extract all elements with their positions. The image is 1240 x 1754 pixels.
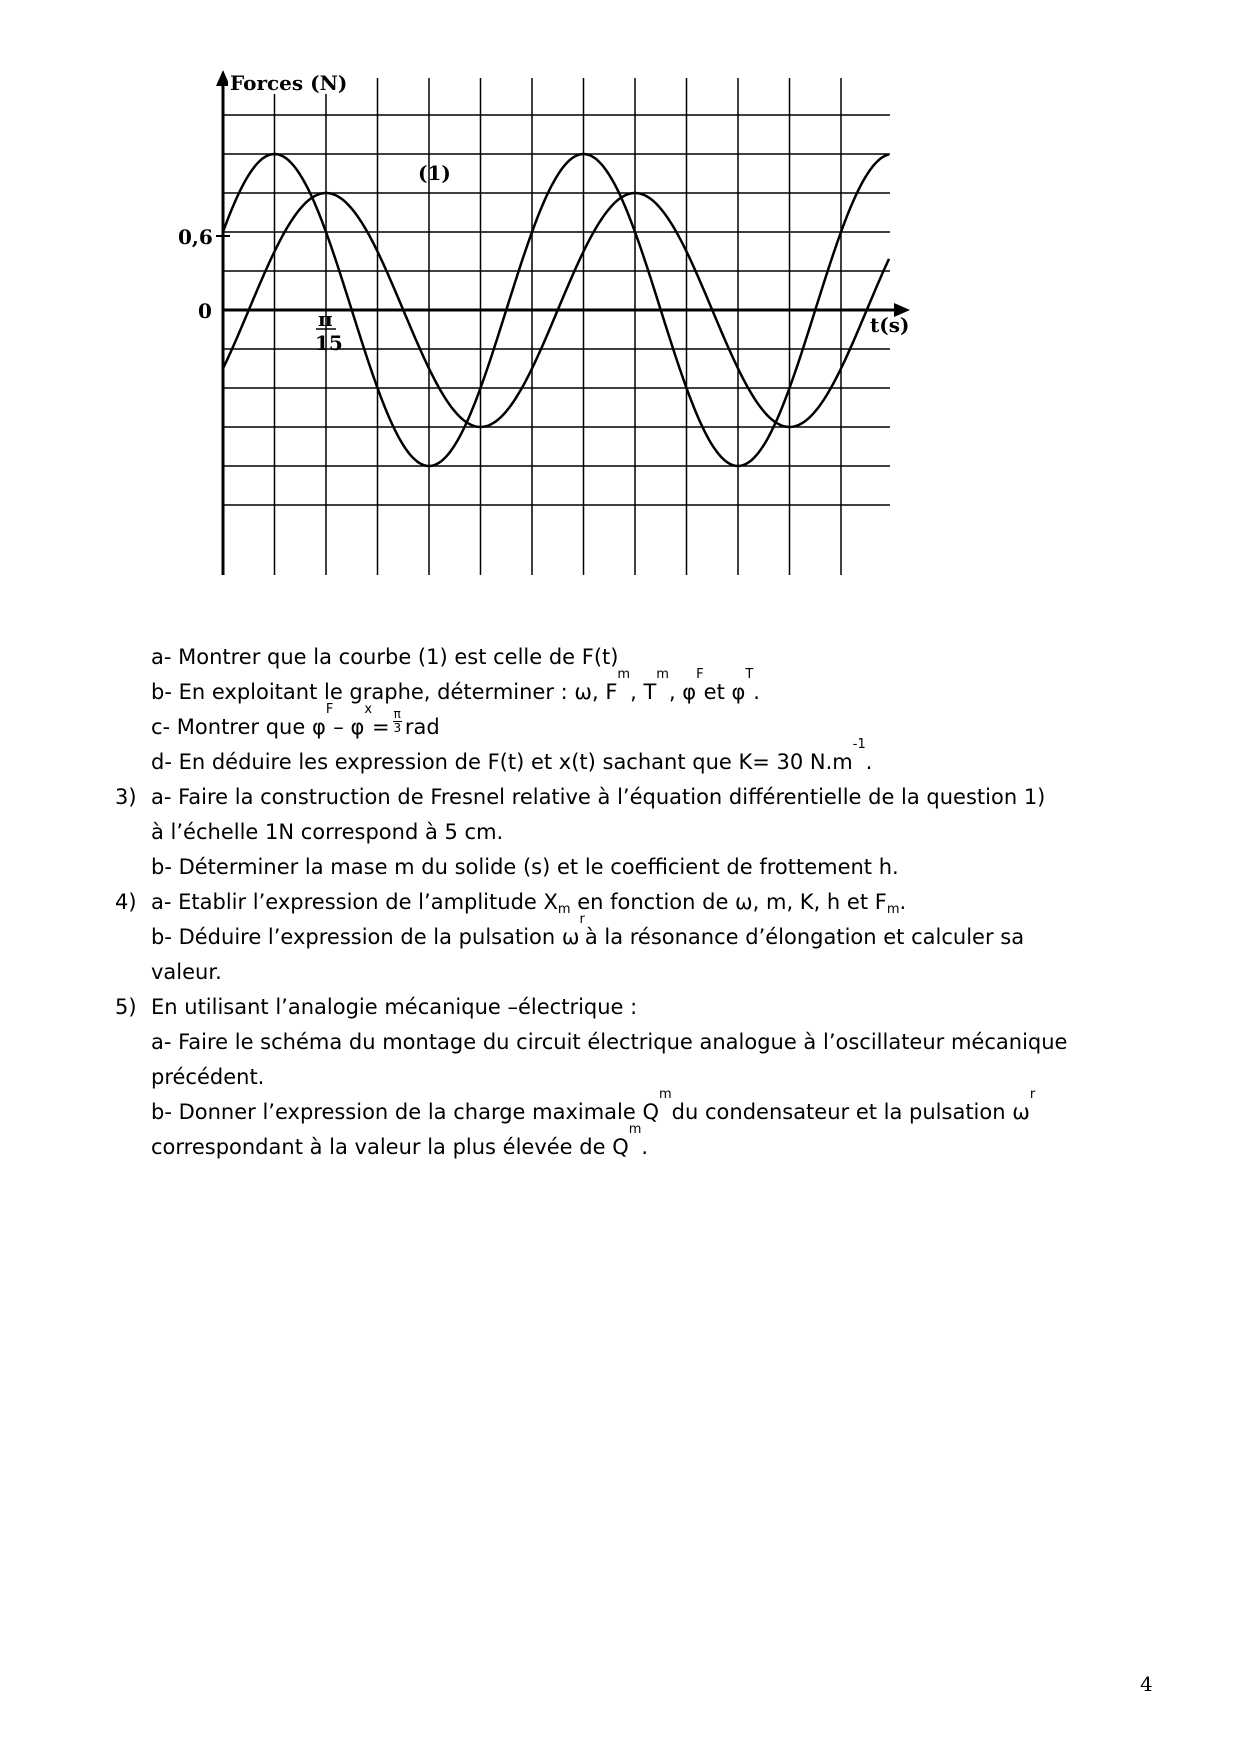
- question-5a-cont: [115, 1060, 1175, 1095]
- pi-over-3-fraction: [393, 708, 402, 743]
- tick-pi-den: 15: [315, 331, 343, 355]
- q5b-line-2-sub: m: [628, 1122, 642, 1137]
- page-number: 4: [1140, 1672, 1153, 1696]
- q5b-text: b- Donner l’expression de la charge maximale Q: [151, 1100, 659, 1124]
- q2c-sub-1: F: [325, 702, 334, 717]
- q2c-text-4: rad: [404, 715, 440, 739]
- q3-line-2: à l’échelle 1N correspond à 5 cm.: [151, 820, 504, 844]
- y-axis-label: Forces (N): [230, 71, 348, 95]
- q5b-line-2-end: .: [641, 1135, 649, 1159]
- q2b-text-5: .: [753, 680, 760, 704]
- x-axis-label: t(s): [870, 313, 910, 337]
- question-2a-text: a- Montrer que la courbe (1) est celle de F(t): [151, 645, 619, 669]
- q5b-line-2: correspondant à la valeur la plus élevée de Q: [151, 1135, 629, 1159]
- question-4b-cont: [115, 955, 1175, 990]
- q2c-text-3: =: [372, 715, 390, 739]
- q2d-sup: -1: [852, 737, 866, 752]
- question-4a: [115, 885, 1175, 920]
- question-2c: [115, 702, 1175, 745]
- question-2a: [115, 640, 1175, 675]
- question-4b: [115, 912, 1175, 955]
- q4a-text: a- Etablir l’expression de l’amplitude X: [151, 890, 558, 914]
- q5b-sub-2: r: [1029, 1087, 1036, 1102]
- question-5-number: 5): [115, 995, 137, 1019]
- q3-line-1: a- Faire la construction de Fresnel relative à l’équation différentielle de la question 1): [151, 785, 1046, 809]
- tick-0-6: 0,6: [178, 225, 213, 249]
- q5b-sub-1: m: [659, 1087, 672, 1102]
- q4b-text: b- Déduire l’expression de la pulsation ω: [151, 925, 580, 949]
- q2b-sub-3: F: [696, 667, 704, 682]
- q5-line-3: précédent.: [151, 1065, 265, 1089]
- q2d-text-2: .: [865, 750, 873, 774]
- question-4-number: 4): [115, 890, 137, 914]
- q2b-sub-4: T: [745, 667, 754, 682]
- force-axis-arrow: [216, 70, 230, 86]
- q2b-text-3: , φ: [668, 680, 697, 704]
- questions: [115, 640, 1175, 1165]
- frac-den: 3: [393, 721, 402, 735]
- q3-line-3: b- Déterminer la mase m du solide (s) et le coefficient de frottement h.: [151, 855, 899, 879]
- question-3b: [115, 850, 1175, 885]
- q2b-text-2: , T: [630, 680, 657, 704]
- q4a-sub-2: m: [886, 902, 900, 917]
- curve-1-label: (1): [418, 161, 451, 185]
- q4b-line-2: valeur.: [151, 960, 222, 984]
- q2b-sub-2: m: [656, 667, 669, 682]
- q2c-sub-2: x: [364, 702, 373, 717]
- q2c-text: c- Montrer que φ: [151, 715, 326, 739]
- q5-line-1: En utilisant l’analogie mécanique –électrique :: [151, 995, 638, 1019]
- q4b-text-2: à la résonance d’élongation et calculer sa: [584, 925, 1025, 949]
- force-chart: [170, 60, 1050, 580]
- tick-zero: 0: [198, 299, 212, 323]
- question-3a-cont: [115, 815, 1175, 850]
- frac-num: π: [393, 707, 401, 721]
- q4a-sub-1: m: [557, 902, 571, 917]
- q5b-text-2: du condensateur et la pulsation ω: [671, 1100, 1030, 1124]
- question-5a: [115, 1025, 1175, 1060]
- force-graph: [170, 60, 1050, 580]
- question-2d: [115, 737, 1175, 780]
- q2b-text: b- En exploitant le graphe, déterminer : ω, F: [151, 680, 618, 704]
- question-5b-cont: [115, 1122, 1175, 1165]
- question-2b: [115, 667, 1175, 710]
- question-5b: [115, 1087, 1175, 1130]
- q4a-text-2: en fonction de ω, m, K, h et F: [570, 890, 887, 914]
- question-3a: [115, 780, 1175, 815]
- tick-pi-num: π: [318, 307, 333, 331]
- q2b-text-4: et φ: [703, 680, 746, 704]
- q4b-sub-1: r: [579, 912, 585, 927]
- q4a-text-3: .: [899, 890, 907, 914]
- q5-line-2: a- Faire le schéma du montage du circuit électrique analogue à l’oscillateur mécanique: [151, 1030, 1068, 1054]
- question-3-number: 3): [115, 785, 137, 809]
- q2d-text: d- En déduire les expression de F(t) et x(t) sachant que K= 30 N.m: [151, 750, 853, 774]
- q2c-text-2: – φ: [333, 715, 365, 739]
- q2b-sub-1: m: [617, 667, 631, 682]
- question-5: [115, 990, 1175, 1025]
